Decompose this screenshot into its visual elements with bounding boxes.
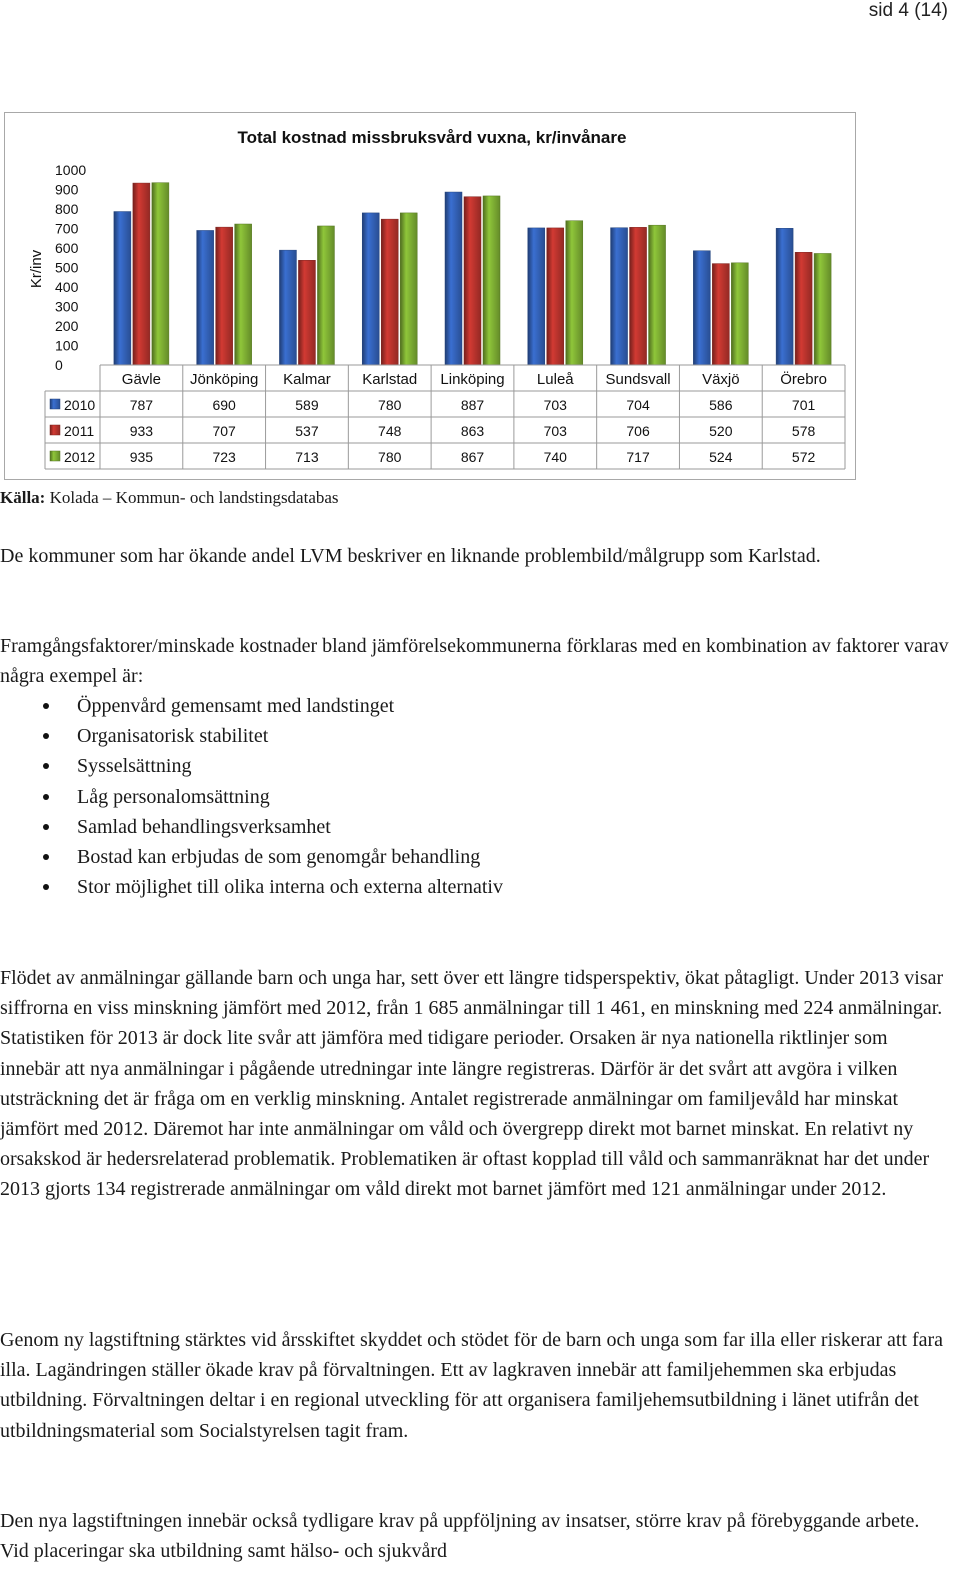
data-label: 706: [626, 423, 650, 439]
x-tick-label: Linköping: [440, 371, 505, 388]
x-tick-label: Gävle: [121, 371, 161, 388]
bar-2012-Sundsvall: [649, 225, 666, 365]
bullet-icon: [43, 884, 49, 890]
list-item: Bostad kan erbjudas de som genomgår behandling: [0, 842, 503, 872]
y-tick-label: 1000: [55, 162, 87, 178]
bar-2010-Örebro: [776, 228, 793, 365]
bar-2010-Gävle: [114, 212, 131, 365]
paragraph-legislation: Genom ny lagstiftning stärktes vid årsskiftet skyddet och stödet för de barn och unga som far illa eller riskerar att fara illa. Lagändringen ställer ökade krav på förvaltningen. Ett av lagkraven innebär att familjehemmen ska erbjudas utbildning. Förvaltningen deltar i en regional utveckling för att organisera familjehemsutbildning i länet utifrån det utbildningsmaterial som Socialstyrelsen tagit fram.: [0, 1329, 944, 1442]
bar-2012-Linköping: [483, 196, 500, 365]
data-label: 713: [295, 449, 319, 465]
x-tick-label: Luleå: [536, 371, 574, 388]
paragraph-success-factors: Framgångsfaktorer/minskade kostnader bland jämförelsekommunerna förklaras med en kombination av faktorer varav några exempel är:: [0, 635, 949, 688]
bar-2012-Gävle: [152, 183, 169, 365]
data-label: 589: [295, 397, 319, 413]
bullet-icon: [43, 794, 49, 800]
y-tick-label: 400: [55, 279, 79, 295]
chart-container: [4, 112, 856, 480]
bullet-icon: [43, 703, 49, 709]
bar-2011-Luleå: [547, 228, 564, 365]
data-label: 578: [791, 423, 816, 439]
y-tick-label: 900: [55, 181, 79, 198]
data-label: 537: [295, 423, 319, 439]
bullet-icon: [43, 824, 49, 830]
x-tick-label: Sundsvall: [605, 371, 671, 388]
bar-2012-Luleå: [566, 221, 583, 365]
data-label: 524: [709, 449, 733, 465]
bar-2010-Luleå: [528, 228, 545, 365]
x-tick-label: Örebro: [780, 371, 827, 388]
bar-2011-Karlstad: [381, 219, 398, 365]
bar-2010-Karlstad: [362, 213, 379, 365]
data-label: 780: [378, 449, 402, 465]
y-tick-label: 100: [55, 337, 79, 354]
bullet-icon: [43, 854, 49, 860]
source-label: Källa:: [0, 488, 46, 507]
data-label: 703: [543, 397, 567, 413]
bar-2011-Jönköping: [216, 227, 233, 365]
bar-2012-Örebro: [814, 253, 831, 365]
data-label: 780: [378, 397, 402, 413]
bar-2010-Kalmar: [279, 250, 296, 365]
bar-2010-Jönköping: [197, 230, 214, 365]
data-label: 717: [626, 449, 650, 465]
x-tick-label: Kalmar: [283, 371, 331, 388]
x-tick-label: Karlstad: [362, 371, 418, 388]
bullet-icon: [43, 733, 49, 739]
data-label: 867: [460, 449, 485, 465]
data-label: 748: [378, 423, 402, 439]
legend-swatch: [50, 425, 60, 435]
data-label: 740: [543, 449, 567, 465]
bar-2011-Linköping: [464, 197, 481, 365]
bar-2010-Växjö: [693, 251, 710, 365]
bar-2010-Linköping: [445, 192, 462, 365]
data-label: 933: [129, 423, 154, 439]
data-label: 586: [709, 397, 733, 413]
list-item: Stor möjlighet till olika interna och externa alternativ: [0, 872, 503, 902]
bar-2011-Växjö: [712, 264, 729, 365]
list-item: Organisatorisk stabilitet: [0, 721, 503, 751]
bar-2012-Kalmar: [317, 226, 334, 365]
data-label: 787: [129, 397, 154, 413]
legend-label: 2010: [64, 397, 96, 413]
x-tick-label: Växjö: [702, 371, 740, 388]
y-tick-label: 0: [55, 357, 63, 373]
legend-swatch: [50, 451, 60, 461]
list-item: Sysselsättning: [0, 751, 503, 781]
data-label: 701: [791, 397, 816, 413]
legend-label: 2011: [64, 423, 95, 439]
bar-2011-Kalmar: [298, 260, 315, 365]
list-item: Samlad behandlingsverksamhet: [0, 812, 503, 842]
paragraph-reports: Flödet av anmälningar gällande barn och unga har, sett över ett längre tidsperspektiv, ökat påtagligt. Under 2013 visar siffrorna en viss minskning jämfört med 2012, från 1 685 anmälningar till 1 461, en minskning med 224 anmälningar. Statistiken för 2013 är dock lite svår att jämföra med tidigare perioder. Orsaken är nya nationella riktlinjer som innebär att nya anmälningar i pågående utredningar inte längre registreras. Därför är det svårt att avgöra i vilken utsträckning det är fråga om en verklig minskning. Antalet registrerade anmälningar om familjevåld har minskat jämfört med 2012. Däremot har inte anmälningar om våld och övergrepp direkt mot barnet minskat. En relativt ny orsakskod är hedersrelaterad problematik. Problematiken är oftast kopplad till våld och sammanräknat har det under 2013 gjorts 134 registrerade anmälningar om våld direkt mot barnet jämfört med 121 anmälningar under 2012.: [0, 967, 944, 1201]
data-label: 707: [212, 423, 236, 439]
y-tick-label: 300: [55, 298, 79, 315]
bullet-icon: [43, 763, 49, 769]
y-tick-label: 200: [55, 318, 79, 334]
data-label: 690: [212, 397, 236, 413]
y-tick-label: 600: [55, 240, 79, 256]
bar-chart: [5, 113, 855, 479]
bar-2011-Sundsvall: [630, 227, 647, 365]
data-label: 863: [460, 423, 485, 439]
success-factor-list: [0, 691, 503, 902]
y-tick-label: 500: [55, 259, 79, 276]
legend-label: 2012: [64, 449, 96, 465]
y-tick-label: 800: [55, 201, 79, 217]
source-text: Kolada – Kommun- och landstingsdatabas: [49, 488, 339, 507]
list-item: Öppenvård gemensamt med landstinget: [0, 691, 503, 721]
bar-2011-Örebro: [795, 252, 812, 365]
paragraph-lvm: De kommuner som har ökande andel LVM beskriver en liknande problembild/målgrupp som Karlstad.: [0, 545, 821, 567]
data-label: 703: [543, 423, 567, 439]
list-item: Låg personalomsättning: [0, 782, 503, 812]
data-label: 572: [791, 449, 816, 465]
bar-2012-Jönköping: [235, 224, 252, 365]
source-citation: [0, 488, 339, 508]
data-label: 704: [626, 397, 650, 413]
data-label: 887: [460, 397, 485, 413]
y-tick-label: 700: [55, 220, 79, 237]
legend-swatch: [50, 399, 60, 409]
bar-2012-Karlstad: [400, 213, 417, 365]
chart-title: Total kostnad missbruksvård vuxna, kr/invånare: [237, 128, 627, 147]
bar-2010-Sundsvall: [611, 228, 628, 365]
x-tick-label: Jönköping: [189, 371, 259, 388]
bar-2012-Växjö: [731, 263, 748, 365]
y-axis-label: Kr/inv: [28, 249, 45, 289]
page-number: sid 4 (14): [868, 0, 948, 21]
paragraph-followup: Den nya lagstiftningen innebär också tydligare krav på uppföljning av insatser, större krav på förebyggande arbete. Vid placeringar ska utbildning samt hälso- och sjukvård: [0, 1510, 920, 1563]
bar-2011-Gävle: [133, 183, 150, 365]
data-label: 935: [129, 449, 154, 465]
data-label: 520: [709, 423, 733, 439]
data-label: 723: [212, 449, 236, 465]
